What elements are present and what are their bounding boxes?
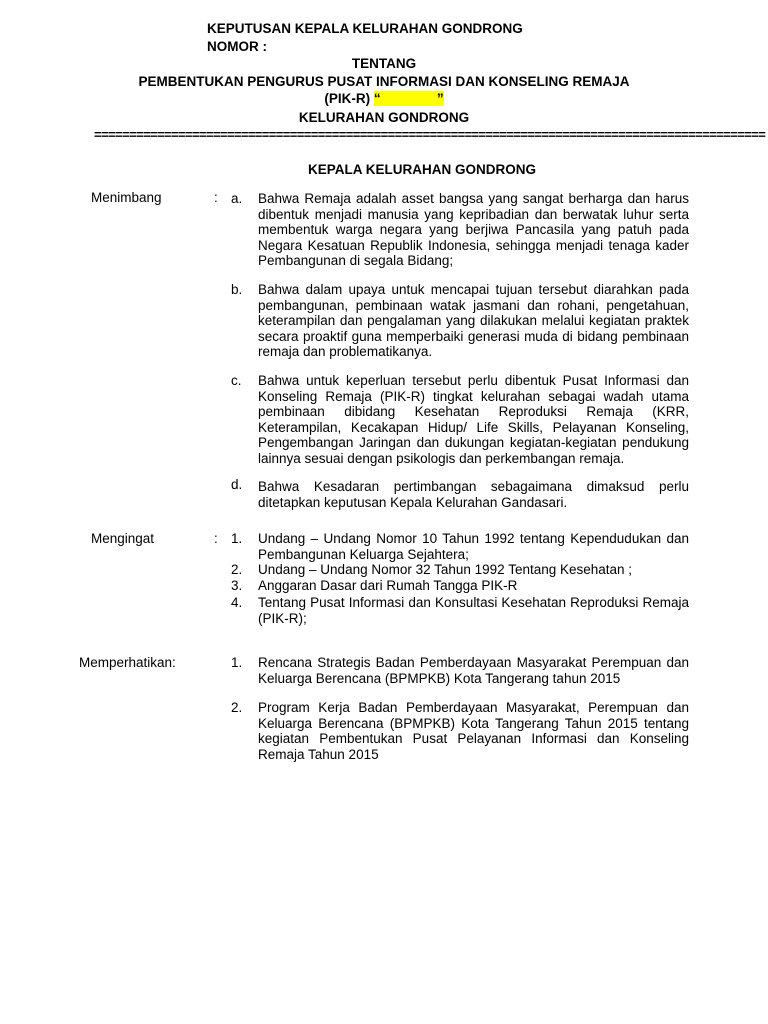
menimbang-label: Menimbang [91, 190, 162, 205]
separator-line: ================================================================================================ [94, 127, 766, 142]
mengingat-mark-2: 2. [231, 562, 243, 577]
highlighted-blank: “ ” [373, 91, 444, 106]
mengingat-item-1: Undang – Undang Nomor 10 Tahun 1992 tentang Kependudukan dan Pembangunan Keluarga Sejahtera; [258, 531, 689, 562]
menimbang-item-c: Bahwa untuk keperluan tersebut perlu dibentuk Pusat Informasi dan Konseling Remaja (PIK-R) tingkat kelurahan sebagai wadah utama pembinaan dibidang Kesehatan Reproduksi Remaja (KRR, Keterampilan, Kecakapan Hidup/ Life Skills, Pelayanan Konseling, Pengembangan Jaringan dan dukungan kegiatan-kegiatan pendukung lainnya sesuai dengan psikologis dan perkembangan remaja. [258, 373, 689, 466]
menimbang-item-a: Bahwa Remaja adalah asset bangsa yang sangat berharga dan harus dibentuk menjadi manusia yang kepribadian dan berwatak luhur serta membentuk warga negara yang berjiwa Pancasila yang patuh pada Negara Kesatuan Republik Indonesia, sehingga menjadi tenaga kader Pembangunan di segala Bidang; [258, 191, 689, 268]
mengingat-mark-4: 4. [231, 595, 243, 610]
memperhatikan-mark-2: 2. [231, 700, 243, 715]
menimbang-colon: : [214, 190, 218, 205]
mengingat-mark-3: 3. [231, 578, 243, 593]
menimbang-mark-c: c. [231, 373, 242, 388]
tentang-heading: TENTANG [351, 56, 417, 71]
menimbang-mark-a: a. [231, 191, 243, 206]
mengingat-label: Mengingat [91, 531, 155, 546]
mengingat-colon: : [214, 531, 218, 546]
pikr-label: (PIK-R) [324, 91, 371, 106]
memperhatikan-item-2: Program Kerja Badan Pemberdayaan Masyarakat, Perempuan dan Keluarga Berencana (BPMPKB) Kota Tangerang Tahun 2015 tentang kegiatan Pembentukan Pusat Pelayanan Informasi dan Konseling Remaja Tahun 2015 [258, 700, 689, 762]
decree-number: NOMOR : [207, 39, 267, 54]
memperhatikan-mark-1: 1. [231, 655, 243, 670]
decree-subject-line2 [0, 90, 768, 107]
mengingat-item-2: Undang – Undang Nomor 32 Tahun 1992 Tentang Kesehatan ; [258, 562, 633, 577]
menimbang-mark-b: b. [231, 282, 243, 297]
mengingat-mark-1: 1. [231, 531, 243, 546]
official-title: KEPALA KELURAHAN GONDRONG [308, 162, 536, 177]
memperhatikan-label: Memperhatikan: [79, 655, 176, 670]
memperhatikan-item-1: Rencana Strategis Badan Pemberdayaan Masyarakat Perempuan dan Keluarga Berencana (BPMPKB) Kota Tangerang tahun 2015 [258, 655, 689, 686]
mengingat-item-4: Tentang Pusat Informasi dan Konsultasi Kesehatan Reproduksi Remaja (PIK-R); [258, 595, 689, 626]
menimbang-mark-d: d. [231, 477, 243, 492]
decree-title: KEPUTUSAN KEPALA KELURAHAN GONDRONG [207, 21, 523, 36]
decree-subject: PEMBENTUKAN PENGURUS PUSAT INFORMASI DAN KONSELING REMAJA [138, 74, 630, 89]
kelurahan-name: KELURAHAN GONDRONG [298, 110, 470, 125]
menimbang-item-b: Bahwa dalam upaya untuk mencapai tujuan tersebut diarahkan pada pembangunan, pembinaan watak jasmani dan rohani, pengetahuan, keterampilan dan pengalaman yang dilakukan melalui kegiatan praktek secara proaktif guna memperbaiki generasi muda di bidang pembinaan remaja dan problematikanya. [258, 282, 689, 359]
mengingat-item-3: Anggaran Dasar dari Rumah Tangga PIK-R [258, 578, 518, 593]
menimbang-item-d: Bahwa Kesadaran pertimbangan sebagaimana dimaksud perlu ditetapkan keputusan Kepala Kelurahan Gandasari. [258, 479, 689, 510]
